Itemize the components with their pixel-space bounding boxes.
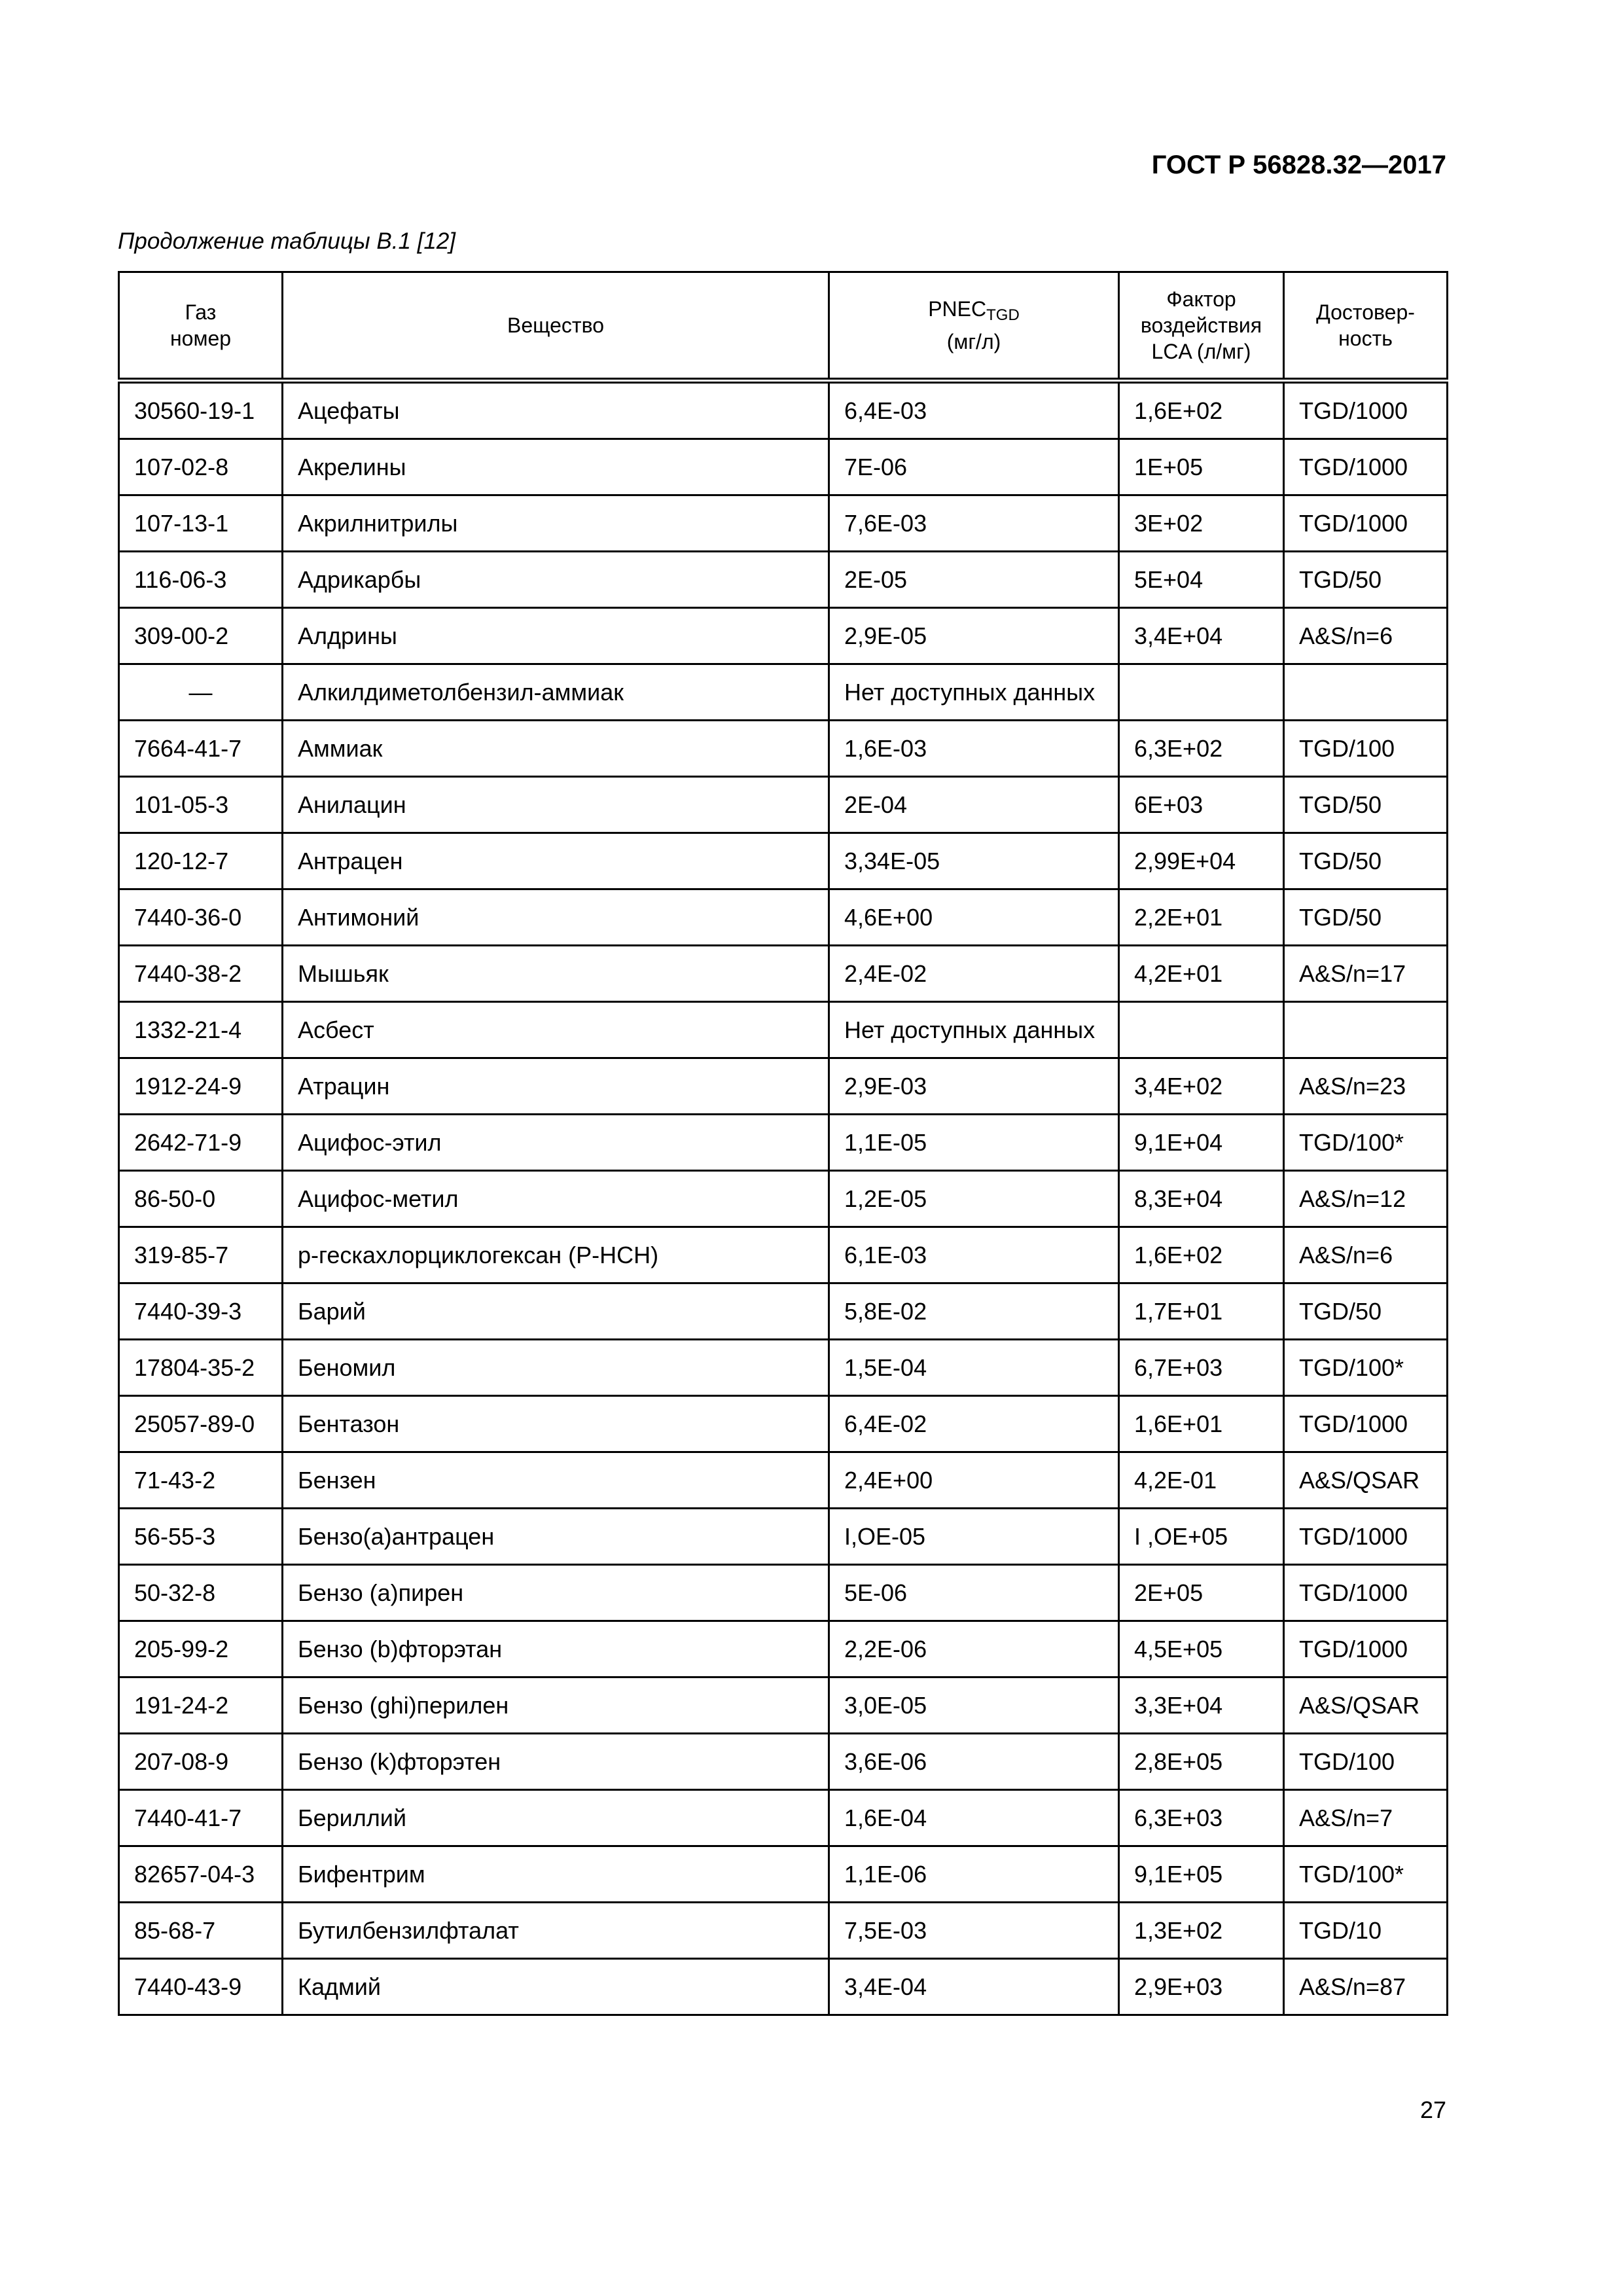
cell-cas-number: 7664-41-7 bbox=[119, 721, 283, 777]
cell-lca-factor: 2,8E+05 bbox=[1119, 1734, 1284, 1790]
cell-cas-number: 56-55-3 bbox=[119, 1509, 283, 1565]
table-row bbox=[119, 608, 1448, 664]
table-row bbox=[119, 1396, 1448, 1452]
cell-pnec: 2,2E-06 bbox=[829, 1621, 1119, 1677]
header-reliability-line1: Достовер- bbox=[1316, 300, 1415, 324]
cell-cas-number: 17804-35-2 bbox=[119, 1340, 283, 1396]
cell-lca-factor: 9,1E+04 bbox=[1119, 1115, 1284, 1171]
cell-lca-factor: 2E+05 bbox=[1119, 1565, 1284, 1621]
table-row bbox=[119, 946, 1448, 1002]
table-row bbox=[119, 1734, 1448, 1790]
cell-substance: Бензо (k)фторэтен bbox=[283, 1734, 829, 1790]
cell-substance: Алкилдиметолбензил-аммиак bbox=[283, 664, 829, 721]
header-substance: Вещество bbox=[283, 272, 829, 381]
header-factor bbox=[1119, 272, 1284, 381]
cell-lca-factor: 3,4E+04 bbox=[1119, 608, 1284, 664]
cell-lca-factor: 3E+02 bbox=[1119, 495, 1284, 552]
cell-cas-number: 107-02-8 bbox=[119, 439, 283, 495]
cell-pnec: 4,6E+00 bbox=[829, 889, 1119, 946]
cell-cas-number: 120-12-7 bbox=[119, 833, 283, 889]
page-number: 27 bbox=[1419, 2096, 1446, 2123]
cell-reliability: TGD/1000 bbox=[1284, 1565, 1448, 1621]
cell-lca-factor: 9,1E+05 bbox=[1119, 1846, 1284, 1903]
cell-substance: Ацифос-этил bbox=[283, 1115, 829, 1171]
substances-table bbox=[118, 271, 1448, 2016]
cell-lca-factor: 2,2E+01 bbox=[1119, 889, 1284, 946]
cell-lca-factor: 2,99E+04 bbox=[1119, 833, 1284, 889]
table-row bbox=[119, 777, 1448, 833]
cell-cas-number: 205-99-2 bbox=[119, 1621, 283, 1677]
cell-substance: Аммиак bbox=[283, 721, 829, 777]
table-row bbox=[119, 552, 1448, 608]
cell-pnec: 2,9E-03 bbox=[829, 1058, 1119, 1115]
cell-reliability: TGD/1000 bbox=[1284, 439, 1448, 495]
cell-cas-number: 1912-24-9 bbox=[119, 1058, 283, 1115]
cell-substance: Антрацен bbox=[283, 833, 829, 889]
cell-pnec: 2,4E-02 bbox=[829, 946, 1119, 1002]
cell-lca-factor: 1E+05 bbox=[1119, 439, 1284, 495]
cell-substance: Бензен bbox=[283, 1452, 829, 1509]
cell-pnec: Нет доступных данных bbox=[829, 1002, 1119, 1058]
cell-pnec: 3,0E-05 bbox=[829, 1677, 1119, 1734]
table-row bbox=[119, 1565, 1448, 1621]
cell-cas-number: 25057-89-0 bbox=[119, 1396, 283, 1452]
cell-cas-number: 319-85-7 bbox=[119, 1227, 283, 1283]
cell-lca-factor: 8,3E+04 bbox=[1119, 1171, 1284, 1227]
table-row bbox=[119, 889, 1448, 946]
cell-cas-number: 82657-04-3 bbox=[119, 1846, 283, 1903]
cell-substance: Акрелины bbox=[283, 439, 829, 495]
cell-lca-factor: 1,6E+02 bbox=[1119, 1227, 1284, 1283]
table-row bbox=[119, 1903, 1448, 1959]
cell-cas-number: 1332-21-4 bbox=[119, 1002, 283, 1058]
header-pnec-main: PNEC bbox=[928, 297, 987, 321]
cell-lca-factor: 1,6E+02 bbox=[1119, 381, 1284, 439]
cell-pnec: 5,8E-02 bbox=[829, 1283, 1119, 1340]
header-reliability-line2: ность bbox=[1338, 327, 1393, 350]
table-header-row bbox=[119, 272, 1448, 381]
cell-cas-number: 101-05-3 bbox=[119, 777, 283, 833]
header-pnec-subscript: TGD bbox=[986, 306, 1020, 324]
cell-reliability: A&S/n=6 bbox=[1284, 608, 1448, 664]
table-row bbox=[119, 1283, 1448, 1340]
header-reliability bbox=[1284, 272, 1448, 381]
cell-reliability: TGD/100* bbox=[1284, 1340, 1448, 1396]
cell-substance: Бутилбензилфталат bbox=[283, 1903, 829, 1959]
cell-reliability bbox=[1284, 1002, 1448, 1058]
cell-pnec: 1,2E-05 bbox=[829, 1171, 1119, 1227]
cell-lca-factor: 1,6E+01 bbox=[1119, 1396, 1284, 1452]
cell-substance: Акрилнитрилы bbox=[283, 495, 829, 552]
cell-lca-factor: 6,3E+02 bbox=[1119, 721, 1284, 777]
cell-pnec: 3,34E-05 bbox=[829, 833, 1119, 889]
table-row bbox=[119, 1171, 1448, 1227]
header-pnec-title bbox=[836, 296, 1111, 329]
cell-pnec: 1,6E-03 bbox=[829, 721, 1119, 777]
cell-reliability: A&S/QSAR bbox=[1284, 1677, 1448, 1734]
cell-reliability: TGD/50 bbox=[1284, 889, 1448, 946]
cell-cas-number: 2642-71-9 bbox=[119, 1115, 283, 1171]
cell-cas-number: 116-06-3 bbox=[119, 552, 283, 608]
table-caption: Продолжение таблицы В.1 [12] bbox=[118, 228, 456, 254]
cell-cas-number: 85-68-7 bbox=[119, 1903, 283, 1959]
cell-cas-number: 30560-19-1 bbox=[119, 381, 283, 439]
cell-pnec: 1,5E-04 bbox=[829, 1340, 1119, 1396]
cell-cas-number: 50-32-8 bbox=[119, 1565, 283, 1621]
cell-reliability: TGD/10 bbox=[1284, 1903, 1448, 1959]
cell-lca-factor: 5E+04 bbox=[1119, 552, 1284, 608]
table-row bbox=[119, 833, 1448, 889]
table-row bbox=[119, 1790, 1448, 1846]
table-body bbox=[119, 381, 1448, 2015]
header-number-line1: Газ bbox=[185, 300, 217, 324]
cell-cas-number: 191-24-2 bbox=[119, 1677, 283, 1734]
cell-lca-factor: 3,3E+04 bbox=[1119, 1677, 1284, 1734]
cell-pnec: I,OE-05 bbox=[829, 1509, 1119, 1565]
header-factor-line2: воздействия bbox=[1140, 314, 1262, 337]
cell-substance: Бензо (b)фторэтан bbox=[283, 1621, 829, 1677]
cell-pnec: 2,4E+00 bbox=[829, 1452, 1119, 1509]
cell-lca-factor: 1,3E+02 bbox=[1119, 1903, 1284, 1959]
table-row bbox=[119, 1621, 1448, 1677]
cell-cas-number: 309-00-2 bbox=[119, 608, 283, 664]
cell-lca-factor bbox=[1119, 1002, 1284, 1058]
cell-cas-number: 107-13-1 bbox=[119, 495, 283, 552]
cell-substance: Барий bbox=[283, 1283, 829, 1340]
table-row bbox=[119, 1509, 1448, 1565]
cell-substance: Бентазон bbox=[283, 1396, 829, 1452]
cell-reliability: TGD/100 bbox=[1284, 1734, 1448, 1790]
header-factor-line3: LCA (л/мг) bbox=[1151, 340, 1251, 363]
cell-substance: Бензо (а)пирен bbox=[283, 1565, 829, 1621]
table-row bbox=[119, 1677, 1448, 1734]
header-pnec-unit: (мг/л) bbox=[946, 330, 1001, 353]
table-row bbox=[119, 1058, 1448, 1115]
table-row bbox=[119, 664, 1448, 721]
cell-pnec: 2E-04 bbox=[829, 777, 1119, 833]
cell-reliability: A&S/n=17 bbox=[1284, 946, 1448, 1002]
header-factor-line1: Фактор bbox=[1166, 287, 1236, 311]
cell-cas-number: 7440-39-3 bbox=[119, 1283, 283, 1340]
cell-pnec: 7E-06 bbox=[829, 439, 1119, 495]
cell-pnec: 6,4E-02 bbox=[829, 1396, 1119, 1452]
cell-pnec: 1,6E-04 bbox=[829, 1790, 1119, 1846]
cell-lca-factor: 4,2E+01 bbox=[1119, 946, 1284, 1002]
cell-substance: Кадмий bbox=[283, 1959, 829, 2015]
cell-substance: Адрикарбы bbox=[283, 552, 829, 608]
cell-substance: Ацефаты bbox=[283, 381, 829, 439]
cell-substance: Бифентрим bbox=[283, 1846, 829, 1903]
cell-pnec: 2,9E-05 bbox=[829, 608, 1119, 664]
cell-reliability: A&S/QSAR bbox=[1284, 1452, 1448, 1509]
cell-reliability: TGD/50 bbox=[1284, 552, 1448, 608]
cell-reliability: TGD/100* bbox=[1284, 1115, 1448, 1171]
table-row bbox=[119, 495, 1448, 552]
cell-reliability: TGD/1000 bbox=[1284, 495, 1448, 552]
cell-reliability: TGD/50 bbox=[1284, 1283, 1448, 1340]
cell-substance: Алдрины bbox=[283, 608, 829, 664]
header-pnec bbox=[829, 272, 1119, 381]
cell-substance: Бериллий bbox=[283, 1790, 829, 1846]
cell-pnec: 3,6E-06 bbox=[829, 1734, 1119, 1790]
cell-pnec: Нет доступных данных bbox=[829, 664, 1119, 721]
cell-reliability: TGD/50 bbox=[1284, 777, 1448, 833]
cell-cas-number: 86-50-0 bbox=[119, 1171, 283, 1227]
table-row bbox=[119, 721, 1448, 777]
cell-reliability: TGD/100* bbox=[1284, 1846, 1448, 1903]
cell-pnec: 2E-05 bbox=[829, 552, 1119, 608]
table-row bbox=[119, 381, 1448, 439]
table-row bbox=[119, 439, 1448, 495]
cell-substance: Беномил bbox=[283, 1340, 829, 1396]
cell-reliability: TGD/1000 bbox=[1284, 1396, 1448, 1452]
cell-lca-factor: 1,7E+01 bbox=[1119, 1283, 1284, 1340]
cell-substance: Мышьяк bbox=[283, 946, 829, 1002]
cell-cas-number: 71-43-2 bbox=[119, 1452, 283, 1509]
cell-reliability: TGD/1000 bbox=[1284, 1509, 1448, 1565]
cell-lca-factor: I ,OE+05 bbox=[1119, 1509, 1284, 1565]
cell-reliability: A&S/n=7 bbox=[1284, 1790, 1448, 1846]
table-row bbox=[119, 1115, 1448, 1171]
cell-reliability: A&S/n=87 bbox=[1284, 1959, 1448, 2015]
header-number bbox=[119, 272, 283, 381]
cell-lca-factor: 3,4E+02 bbox=[1119, 1058, 1284, 1115]
cell-reliability: TGD/1000 bbox=[1284, 381, 1448, 439]
cell-substance: Асбест bbox=[283, 1002, 829, 1058]
document-code: ГОСТ Р 56828.32—2017 bbox=[1151, 151, 1446, 179]
cell-pnec: 1,1E-06 bbox=[829, 1846, 1119, 1903]
cell-substance: Атрацин bbox=[283, 1058, 829, 1115]
cell-substance: Антимоний bbox=[283, 889, 829, 946]
cell-cas-number: 7440-36-0 bbox=[119, 889, 283, 946]
cell-substance: р-гескахлорциклогексан (Р-НСН) bbox=[283, 1227, 829, 1283]
cell-pnec: 6,1E-03 bbox=[829, 1227, 1119, 1283]
cell-lca-factor: 6,7E+03 bbox=[1119, 1340, 1284, 1396]
cell-pnec: 7,6E-03 bbox=[829, 495, 1119, 552]
cell-substance: Бензо(а)антрацен bbox=[283, 1509, 829, 1565]
cell-pnec: 6,4E-03 bbox=[829, 381, 1119, 439]
cell-reliability: A&S/n=23 bbox=[1284, 1058, 1448, 1115]
cell-cas-number: 7440-41-7 bbox=[119, 1790, 283, 1846]
table-row bbox=[119, 1846, 1448, 1903]
table-row bbox=[119, 1340, 1448, 1396]
cell-reliability: TGD/50 bbox=[1284, 833, 1448, 889]
cell-reliability: TGD/100 bbox=[1284, 721, 1448, 777]
cell-lca-factor bbox=[1119, 664, 1284, 721]
cell-reliability: A&S/n=6 bbox=[1284, 1227, 1448, 1283]
table-row bbox=[119, 1452, 1448, 1509]
cell-substance: Ацифос-метил bbox=[283, 1171, 829, 1227]
cell-lca-factor: 6,3E+03 bbox=[1119, 1790, 1284, 1846]
cell-pnec: 1,1E-05 bbox=[829, 1115, 1119, 1171]
header-number-line2: номер bbox=[169, 327, 232, 350]
cell-substance: Анилацин bbox=[283, 777, 829, 833]
cell-pnec: 5E-06 bbox=[829, 1565, 1119, 1621]
cell-lca-factor: 4,2E-01 bbox=[1119, 1452, 1284, 1509]
cell-reliability: TGD/1000 bbox=[1284, 1621, 1448, 1677]
table-row bbox=[119, 1002, 1448, 1058]
table-row bbox=[119, 1959, 1448, 2015]
cell-reliability bbox=[1284, 664, 1448, 721]
cell-cas-number: 207-08-9 bbox=[119, 1734, 283, 1790]
cell-lca-factor: 6E+03 bbox=[1119, 777, 1284, 833]
cell-lca-factor: 4,5E+05 bbox=[1119, 1621, 1284, 1677]
cell-reliability: A&S/n=12 bbox=[1284, 1171, 1448, 1227]
cell-pnec: 7,5E-03 bbox=[829, 1903, 1119, 1959]
cell-cas-number: 7440-43-9 bbox=[119, 1959, 283, 2015]
cell-substance: Бензо (ghi)перилен bbox=[283, 1677, 829, 1734]
cell-lca-factor: 2,9E+03 bbox=[1119, 1959, 1284, 2015]
cell-cas-number: 7440-38-2 bbox=[119, 946, 283, 1002]
cell-cas-number: — bbox=[119, 664, 283, 721]
table-row bbox=[119, 1227, 1448, 1283]
cell-pnec: 3,4E-04 bbox=[829, 1959, 1119, 2015]
